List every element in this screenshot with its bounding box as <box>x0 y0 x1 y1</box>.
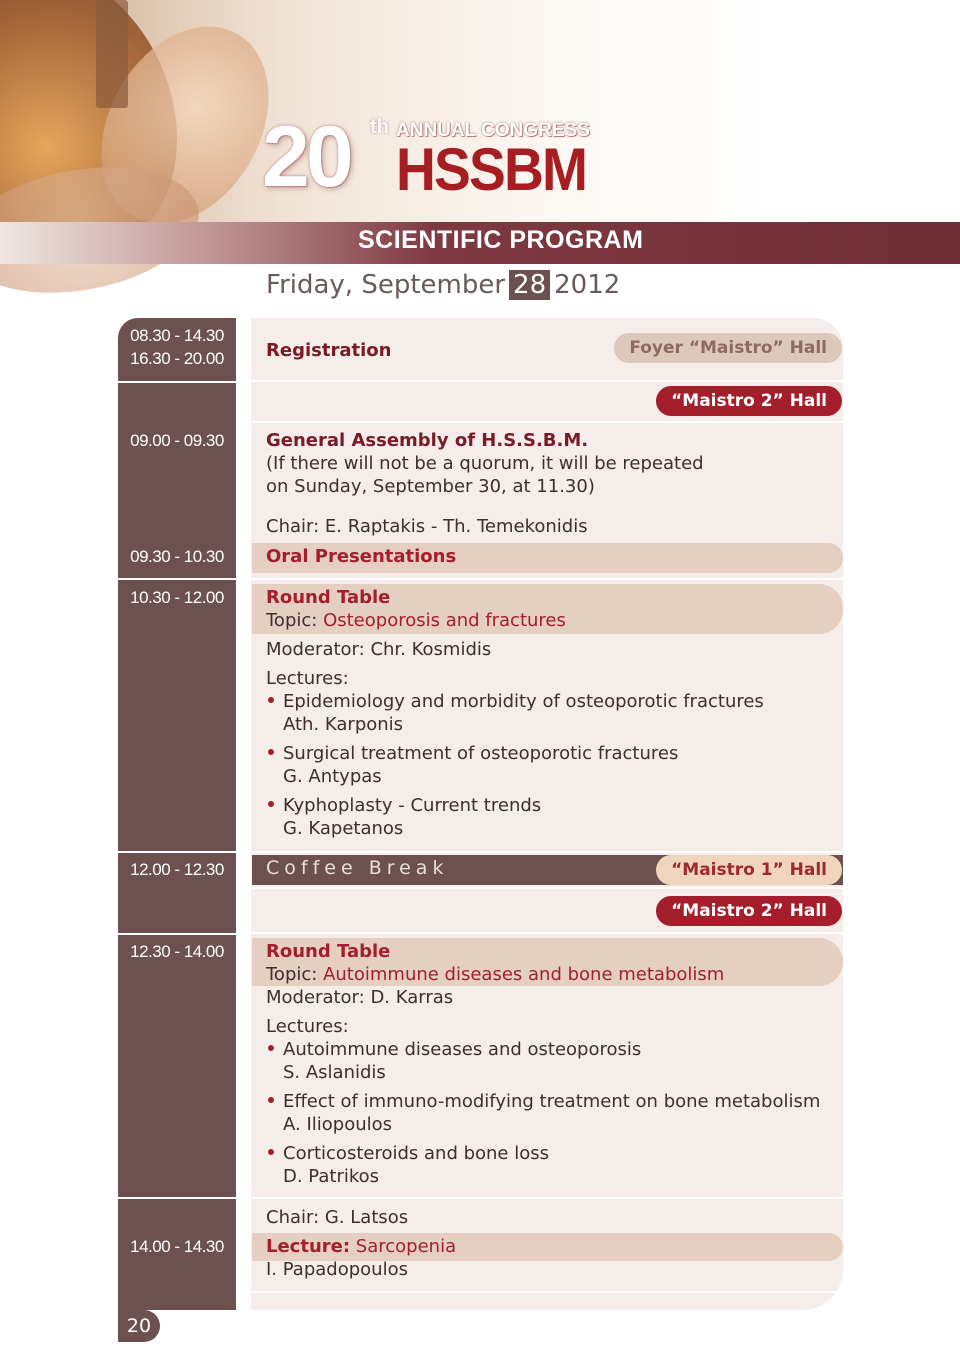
logo-number: 20 <box>262 109 350 205</box>
time-slot: 08.30 - 14.30 <box>130 326 224 345</box>
time-slot: 14.00 - 14.30 <box>130 1237 224 1256</box>
round-table-topic <box>266 609 566 632</box>
section-title: SCIENTIFIC PROGRAM <box>358 226 644 254</box>
lecture-title: Kyphoplasty - Current trends <box>283 795 542 816</box>
lecture-label: Lecture: <box>266 1236 351 1257</box>
round-table-moderator <box>266 638 491 661</box>
lecture-speaker: Ath. Karponis <box>283 714 404 735</box>
bullet-icon <box>268 697 274 703</box>
bullet-icon <box>268 749 274 755</box>
hall-badge-maistro-2: “Maistro 2” Hall <box>656 896 842 926</box>
time-divider <box>118 1197 236 1199</box>
program-date <box>266 270 620 300</box>
assembly-note: on Sunday, September 30, at 11.30) <box>266 476 595 497</box>
time-slot: 10.30 - 12.00 <box>130 588 224 607</box>
lecture-speaker: G. Antypas <box>283 766 382 787</box>
moderator-name: Chr. Kosmidis <box>370 639 492 660</box>
moderator-name: D. Karras <box>370 987 454 1008</box>
row-divider <box>251 578 843 580</box>
topic-value: Autoimmune diseases and bone metabolism <box>323 964 725 985</box>
time-column <box>118 318 236 1310</box>
round-table-topic <box>266 963 724 986</box>
hall-badge-maistro-2: “Maistro 2” Hall <box>656 386 842 416</box>
lectures-label: Lectures: <box>266 1016 349 1037</box>
lecture-title: Corticosteroids and bone loss <box>283 1143 550 1164</box>
hall-badge-maistro-1: “Maistro 1” Hall <box>656 855 842 885</box>
lecture-chair <box>266 1206 408 1229</box>
time-slot: 12.00 - 12.30 <box>130 860 224 879</box>
coffee-break-label: Coffee Break <box>266 857 449 879</box>
oral-title: Oral Presentations <box>266 546 457 567</box>
row-divider <box>251 887 843 889</box>
lecture-speaker: A. Iliopoulos <box>283 1114 393 1135</box>
bullet-icon <box>268 1149 274 1155</box>
oral-chair <box>266 515 588 538</box>
lecture-speaker: G. Kapetanos <box>283 818 404 839</box>
time-divider <box>118 578 236 580</box>
time-slot: 09.30 - 10.30 <box>130 547 224 566</box>
row-divider <box>251 851 843 853</box>
time-slot: 12.30 - 14.00 <box>130 942 224 961</box>
moderator-label: Moderator: <box>266 639 365 660</box>
lecture-topic: Sarcopenia <box>355 1236 457 1257</box>
chair-label: Chair: <box>266 516 320 537</box>
time-slot: 16.30 - 20.00 <box>130 349 224 368</box>
time-divider <box>118 381 236 383</box>
row-divider <box>251 1291 843 1293</box>
row-divider <box>251 932 843 934</box>
lectures-label: Lectures: <box>266 668 349 689</box>
time-divider <box>118 933 236 935</box>
date-prefix: Friday, September <box>266 270 506 300</box>
chair-label: Chair: <box>266 1207 320 1228</box>
row-divider <box>251 1197 843 1199</box>
round-table-title: Round Table <box>266 941 391 962</box>
page-number: 20 <box>118 1310 160 1342</box>
assembly-note: (If there will not be a quorum, it will be repeated <box>266 453 704 474</box>
hall-badge-foyer: Foyer “Maistro” Hall <box>614 333 842 363</box>
lecture-speaker: S. Aslanidis <box>283 1062 386 1083</box>
bullet-icon <box>268 801 274 807</box>
round-table-title: Round Table <box>266 587 391 608</box>
lecture-title: Epidemiology and morbidity of osteoporotic fractures <box>283 691 764 712</box>
lecture-title: Surgical treatment of osteoporotic fractures <box>283 743 679 764</box>
round-table-moderator <box>266 986 453 1009</box>
bullet-icon <box>268 1097 274 1103</box>
lecture-speaker: D. Patrikos <box>283 1166 380 1187</box>
lecture-heading <box>266 1235 456 1258</box>
lecture-speaker: I. Papadopoulos <box>266 1259 408 1280</box>
time-divider <box>118 851 236 853</box>
row-divider <box>251 421 843 423</box>
topic-label: Topic: <box>266 610 318 631</box>
bullet-icon <box>268 1045 274 1051</box>
date-year: 2012 <box>554 270 621 300</box>
moderator-label: Moderator: <box>266 987 365 1008</box>
chair-name: G. Latsos <box>324 1207 409 1228</box>
topic-label: Topic: <box>266 964 318 985</box>
date-day: 28 <box>509 270 550 300</box>
assembly-title: General Assembly of H.S.S.B.M. <box>266 430 589 451</box>
registration-label: Registration <box>266 340 392 361</box>
logo-org: HSSBM <box>396 136 587 203</box>
topic-value: Osteoporosis and fractures <box>323 610 566 631</box>
lecture-title: Autoimmune diseases and osteoporosis <box>283 1039 642 1060</box>
chair-names: E. Raptakis - Th. Temekonidis <box>324 516 588 537</box>
logo-subtitle: ANNUAL CONGRESS <box>396 120 590 141</box>
lecture-title: Effect of immuno-modifying treatment on bone metabolism <box>283 1091 821 1112</box>
row-divider <box>251 380 843 382</box>
lighthouse-photo <box>96 0 128 108</box>
time-slot: 09.00 - 09.30 <box>130 431 224 450</box>
logo-ordinal: th <box>370 116 389 138</box>
